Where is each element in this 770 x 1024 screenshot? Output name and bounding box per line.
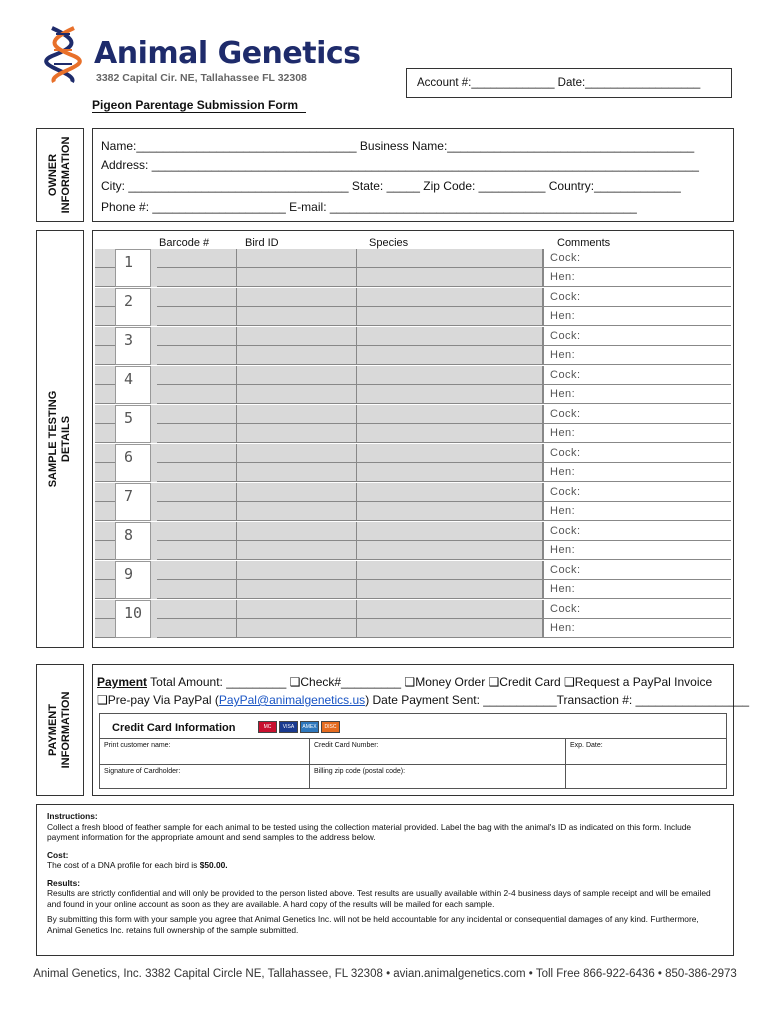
card-number-field[interactable]: Credit Card Number:: [310, 738, 566, 764]
sample-input-cell[interactable]: [157, 463, 237, 482]
sample-input-cell[interactable]: [95, 502, 117, 521]
sample-input-cell[interactable]: [357, 346, 543, 365]
card-logos: [258, 721, 340, 733]
owner-name-field[interactable]: Name:_________________________________ Business Name:_____________________________________: [101, 139, 695, 153]
header-address: 3382 Capital Cir. NE, Tallahassee FL 32308: [96, 72, 307, 84]
sample-input-cell[interactable]: [357, 405, 543, 424]
sample-input-cell[interactable]: [237, 483, 357, 502]
sample-input-cell[interactable]: [357, 541, 543, 560]
paypal-email-link[interactable]: PayPal@animalgenetics.us: [218, 693, 366, 707]
credit-card-box: [99, 713, 727, 789]
sample-number: 1: [115, 249, 151, 287]
sample-input-cell[interactable]: [95, 619, 117, 638]
card-logo-icon: VISA: [279, 721, 298, 733]
sample-testing-section: [92, 230, 734, 648]
hen-comment-field[interactable]: Hen:: [543, 268, 731, 287]
sample-row-8-hen: [95, 541, 731, 560]
owner-city-field[interactable]: City: _________________________________ State: _____ Zip Code: __________ Country:_____________: [101, 179, 681, 193]
sample-number: 10: [115, 600, 151, 638]
payment-side-label: PAYMENT INFORMATION: [36, 664, 84, 796]
sample-input-cell[interactable]: [357, 483, 543, 502]
cock-comment-field[interactable]: Cock:: [543, 405, 731, 424]
hen-comment-field[interactable]: Hen:: [543, 502, 731, 521]
sample-input-cell[interactable]: [95, 424, 117, 443]
sample-row-5-cock: [95, 405, 731, 424]
sample-input-cell[interactable]: [237, 327, 357, 346]
sample-input-cell[interactable]: [157, 424, 237, 443]
sample-row-2-hen: [95, 307, 731, 326]
sample-number: 9: [115, 561, 151, 599]
sample-row-5-hen: [95, 424, 731, 443]
sample-input-cell[interactable]: [95, 405, 117, 424]
owner-address-field[interactable]: Address: __________________________________________________________________________________: [101, 158, 699, 172]
sample-input-cell[interactable]: [95, 483, 117, 502]
sample-row-2-cock: [95, 288, 731, 307]
sample-input-cell[interactable]: [157, 502, 237, 521]
sample-input-cell[interactable]: [357, 307, 543, 326]
cock-comment-field[interactable]: Cock:: [543, 522, 731, 541]
hen-comment-field[interactable]: Hen:: [543, 346, 731, 365]
dna-logo-icon: [44, 24, 84, 84]
cost-heading: Cost:: [47, 849, 69, 860]
sample-row-4-cock: [95, 366, 731, 385]
agreement-text: By submitting this form with your sample you agree that Animal Genetics Inc. will not be held accountable for any incidental or consequential damages of any kind. Furthermore, Animal Genetics Inc. retains full ownership of the sample submitted.: [47, 914, 699, 935]
sample-row-6-hen: [95, 463, 731, 482]
col-bird-id: Bird ID: [245, 237, 279, 249]
sample-input-cell[interactable]: [95, 463, 117, 482]
footer-contact: Animal Genetics, Inc. 3382 Capital Circle NE, Tallahassee, FL 32308 • avian.animalgenetics.com • Toll Free 866-922-6436 • 850-386-2973: [33, 968, 737, 980]
cock-comment-field[interactable]: Cock:: [543, 288, 731, 307]
sample-input-cell[interactable]: [157, 483, 237, 502]
sample-input-cell[interactable]: [237, 424, 357, 443]
payment-options[interactable]: Payment Total Amount: _________ ❑Check#_________ ❑Money Order ❑Credit Card ❑Request a PayPal Invoice: [97, 675, 713, 689]
sample-input-cell[interactable]: [237, 268, 357, 287]
print-name-field[interactable]: Print customer name:: [100, 738, 310, 764]
hen-comment-field[interactable]: Hen:: [543, 541, 731, 560]
col-species: Species: [369, 237, 409, 249]
form-title: Pigeon Parentage Submission Form: [92, 98, 306, 113]
sample-input-cell[interactable]: [157, 327, 237, 346]
sample-input-cell[interactable]: [95, 600, 117, 619]
sample-number: 7: [115, 483, 151, 521]
cock-comment-field[interactable]: Cock:: [543, 483, 731, 502]
sample-number: 8: [115, 522, 151, 560]
instructions-text: Collect a fresh blood of feather sample for each animal to be tested using the collection material provided. Label the bag with the animal's ID as indicated on this form. Include payment information for the appropriate amount and send samples to the address below.: [47, 821, 692, 842]
samples-side-label: SAMPLE TESTING DETAILS: [36, 230, 84, 648]
owner-side-label: OWNER INFORMATION: [36, 128, 84, 222]
sample-input-cell[interactable]: [237, 463, 357, 482]
sample-input-cell[interactable]: [157, 307, 237, 326]
paypal-line[interactable]: ❑Pre-pay Via PayPal (PayPal@animalgenetics.us) Date Payment Sent: ___________Transaction #: _________________: [97, 693, 750, 707]
sample-row-8-cock: [95, 522, 731, 541]
sample-input-cell[interactable]: [237, 502, 357, 521]
sample-number: 6: [115, 444, 151, 482]
hen-comment-field[interactable]: Hen:: [543, 424, 731, 443]
exp-date-field[interactable]: Exp. Date:: [566, 738, 726, 764]
sample-input-cell[interactable]: [237, 619, 357, 638]
sample-input-cell[interactable]: [157, 541, 237, 560]
sample-input-cell[interactable]: [237, 385, 357, 404]
sample-input-cell[interactable]: [357, 385, 543, 404]
col-barcode: Barcode #: [159, 237, 210, 249]
sample-input-cell[interactable]: [237, 307, 357, 326]
sample-row-10-hen: [95, 619, 731, 638]
sample-row-1-hen: [95, 268, 731, 287]
owner-information-section: [92, 128, 734, 222]
sample-input-cell[interactable]: [157, 249, 237, 268]
sample-input-cell[interactable]: [357, 327, 543, 346]
sample-row-3-cock: [95, 327, 731, 346]
sample-row-7-cock: [95, 483, 731, 502]
sample-input-cell[interactable]: [157, 619, 237, 638]
hen-comment-field[interactable]: Hen:: [543, 385, 731, 404]
sample-input-cell[interactable]: [157, 346, 237, 365]
sample-input-cell[interactable]: [157, 580, 237, 599]
sample-input-cell[interactable]: [157, 561, 237, 580]
sample-input-cell[interactable]: [357, 580, 543, 599]
sample-input-cell[interactable]: [357, 502, 543, 521]
blank-cell: [566, 764, 726, 789]
instructions-heading: Instructions:: [47, 811, 98, 821]
sample-input-cell[interactable]: [95, 288, 117, 307]
hen-comment-field[interactable]: Hen:: [543, 307, 731, 326]
sample-input-cell[interactable]: [237, 288, 357, 307]
sample-row-3-hen: [95, 346, 731, 365]
cost-value: $50.00.: [199, 860, 228, 870]
sample-row-7-hen: [95, 502, 731, 521]
sample-row-10-cock: [95, 600, 731, 619]
sample-input-cell[interactable]: [357, 619, 543, 638]
cost-text: The cost of a DNA profile for each bird is: [47, 860, 200, 870]
sample-input-cell[interactable]: [357, 600, 543, 619]
sample-input-cell[interactable]: [95, 522, 117, 541]
sample-input-cell[interactable]: [237, 561, 357, 580]
sample-input-cell[interactable]: [357, 366, 543, 385]
sample-input-cell[interactable]: [357, 561, 543, 580]
signature-field[interactable]: Signature of Cardholder:: [100, 764, 310, 789]
cock-comment-field[interactable]: Cock:: [543, 561, 731, 580]
brand-name: Animal Genetics: [94, 36, 361, 71]
sample-row-9-hen: [95, 580, 731, 599]
card-logo-icon: MC: [258, 721, 277, 733]
billing-zip-field[interactable]: Billing zip code (postal code):: [310, 764, 566, 789]
cock-comment-field[interactable]: Cock:: [543, 249, 731, 268]
sample-input-cell[interactable]: [357, 288, 543, 307]
cock-comment-field[interactable]: Cock:: [543, 327, 731, 346]
sample-row-1-cock: [95, 249, 731, 268]
hen-comment-field[interactable]: Hen:: [543, 463, 731, 482]
card-logo-icon: DISC: [321, 721, 340, 733]
sample-number: 3: [115, 327, 151, 365]
sample-number: 4: [115, 366, 151, 404]
sample-input-cell[interactable]: [95, 327, 117, 346]
sample-input-cell[interactable]: [237, 405, 357, 424]
sample-input-cell[interactable]: [95, 541, 117, 560]
sample-input-cell[interactable]: [95, 366, 117, 385]
sample-row-9-cock: [95, 561, 731, 580]
payment-information-section: [92, 664, 750, 796]
sample-input-cell[interactable]: [357, 424, 543, 443]
cock-comment-field[interactable]: Cock:: [543, 600, 731, 619]
results-text: Results are strictly confidential and will only be provided to the person listed above. Test results are usually available within 2-4 business days of sample receipt and will be emailed and found in your online account as soon as they are available. A hard copy of the results will be mailed for each sample.: [47, 888, 711, 909]
sample-row-6-cock: [95, 444, 731, 463]
sample-input-cell[interactable]: [157, 444, 237, 463]
sample-input-cell[interactable]: [237, 580, 357, 599]
sample-input-cell[interactable]: [95, 444, 117, 463]
sample-input-cell[interactable]: [95, 561, 117, 580]
sample-row-4-hen: [95, 385, 731, 404]
sample-input-cell[interactable]: [157, 288, 237, 307]
sample-input-cell[interactable]: [95, 307, 117, 326]
sample-input-cell[interactable]: [237, 346, 357, 365]
sample-input-cell[interactable]: [95, 268, 117, 287]
sample-number: 5: [115, 405, 151, 443]
col-comments: Comments: [557, 237, 611, 249]
cock-comment-field[interactable]: Cock:: [543, 366, 731, 385]
sample-input-cell[interactable]: [95, 385, 117, 404]
sample-input-cell[interactable]: [357, 268, 543, 287]
sample-input-cell[interactable]: [237, 522, 357, 541]
owner-phone-field[interactable]: Phone #: ____________________ E-mail: ______________________________________________: [101, 200, 637, 214]
sample-input-cell[interactable]: [157, 366, 237, 385]
hen-comment-field[interactable]: Hen:: [543, 580, 731, 599]
sample-number: 2: [115, 288, 151, 326]
account-date-box[interactable]: Account #:_____________ Date:__________________: [406, 68, 732, 98]
sample-input-cell[interactable]: [237, 444, 357, 463]
sample-input-cell[interactable]: [237, 366, 357, 385]
cock-comment-field[interactable]: Cock:: [543, 444, 731, 463]
instructions-section: [36, 804, 734, 956]
sample-input-cell[interactable]: [357, 444, 543, 463]
sample-input-cell[interactable]: [357, 522, 543, 541]
sample-input-cell[interactable]: [357, 249, 543, 268]
sample-input-cell[interactable]: [157, 268, 237, 287]
sample-input-cell[interactable]: [237, 541, 357, 560]
sample-input-cell[interactable]: [95, 580, 117, 599]
sample-input-cell[interactable]: [95, 249, 117, 268]
sample-input-cell[interactable]: [157, 522, 237, 541]
sample-input-cell[interactable]: [357, 463, 543, 482]
sample-input-cell[interactable]: [157, 600, 237, 619]
sample-input-cell[interactable]: [237, 249, 357, 268]
sample-input-cell[interactable]: [157, 385, 237, 404]
sample-input-cell[interactable]: [95, 346, 117, 365]
sample-input-cell[interactable]: [237, 600, 357, 619]
cc-title: Credit Card Information: [112, 722, 236, 734]
results-heading: Results:: [47, 877, 81, 888]
hen-comment-field[interactable]: Hen:: [543, 619, 731, 638]
sample-input-cell[interactable]: [157, 405, 237, 424]
card-logo-icon: AMEX: [300, 721, 319, 733]
